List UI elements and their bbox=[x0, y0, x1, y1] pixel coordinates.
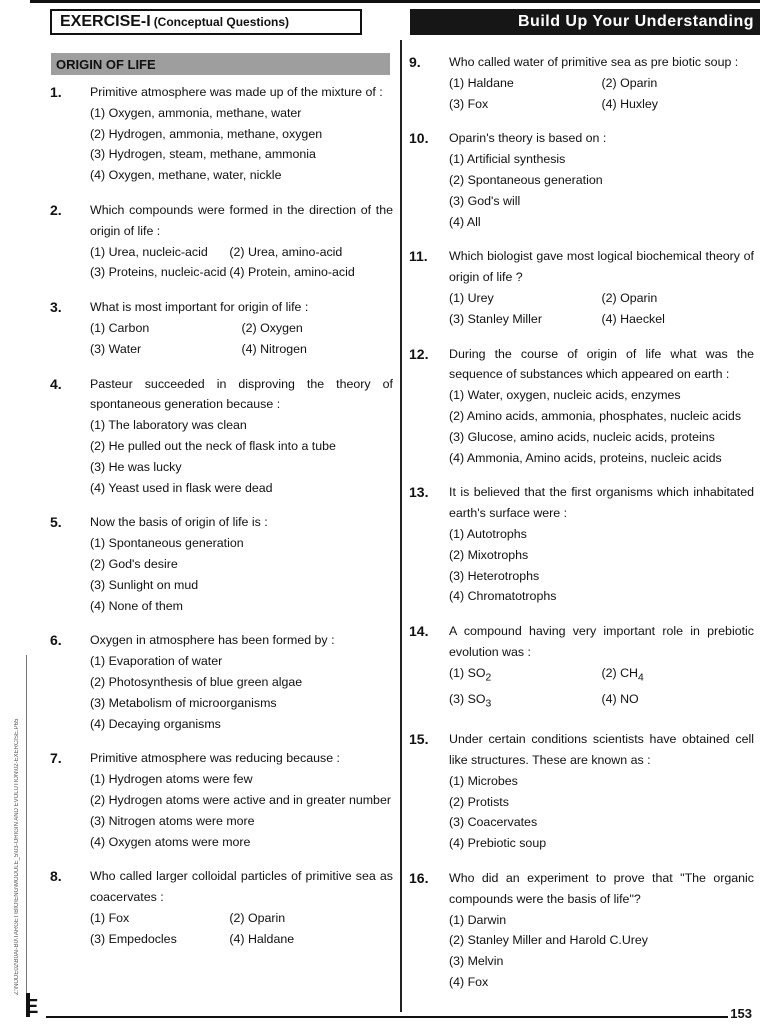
option: (4) Oxygen atoms were more bbox=[90, 834, 251, 849]
option: (3) Proteins, nucleic-acid bbox=[90, 265, 227, 280]
options bbox=[449, 771, 754, 854]
option: (2) Stanley Miller and Harold C.Urey bbox=[449, 933, 649, 948]
option: (1) Haldane bbox=[449, 75, 514, 90]
question-number: 7. bbox=[50, 750, 62, 767]
question-13 bbox=[409, 482, 754, 607]
right-column bbox=[409, 52, 754, 1007]
option: (1) Evaporation of water bbox=[90, 654, 223, 669]
option: (1) Urea, nucleic-acid bbox=[90, 244, 208, 259]
question-11 bbox=[409, 246, 754, 329]
option: (3) Fox bbox=[449, 96, 489, 111]
option-subscript: 3 bbox=[485, 698, 492, 710]
question-8 bbox=[50, 866, 393, 949]
option: (4) Haeckel bbox=[601, 311, 665, 326]
option: (1) Autotrophs bbox=[449, 526, 527, 541]
question-15 bbox=[409, 729, 754, 854]
question-number: 5. bbox=[50, 514, 62, 531]
option-text: (4) NO bbox=[601, 691, 639, 706]
option: (2) God's desire bbox=[90, 556, 178, 571]
option: (2) Oparin bbox=[601, 75, 658, 90]
question-16 bbox=[409, 868, 754, 993]
question-number: 1. bbox=[50, 84, 62, 100]
option: (4) Fox bbox=[449, 975, 489, 990]
question-2 bbox=[50, 200, 393, 283]
question-text: Who called water of primitive sea as pre biotic soup : bbox=[449, 55, 739, 69]
options bbox=[449, 663, 754, 716]
option: (4) Oxygen, methane, water, nickle bbox=[90, 168, 282, 183]
option-subscript: 4 bbox=[637, 672, 644, 684]
margin-rule bbox=[26, 655, 27, 1005]
option: (4) Ammonia, Amino acids, proteins, nucleic acids bbox=[449, 450, 722, 465]
option: (1) Water, oxygen, nucleic acids, enzymes bbox=[449, 388, 681, 403]
question-text: Which biologist gave most logical biochemical theory of origin of life ? bbox=[449, 249, 754, 285]
option: (4) Chromatotrophs bbox=[449, 589, 557, 604]
exercise-subtitle: (Conceptual Questions) bbox=[153, 15, 290, 29]
question-text: Now the basis of origin of life is : bbox=[90, 515, 268, 530]
option: (2) Urea, amino-acid bbox=[229, 244, 343, 259]
option: (2) Protists bbox=[449, 794, 509, 809]
question-9 bbox=[409, 52, 754, 114]
question-number: 3. bbox=[50, 299, 62, 316]
question-number: 11. bbox=[409, 248, 428, 265]
bottom-rule bbox=[46, 1016, 728, 1018]
option: (4) All bbox=[449, 214, 481, 229]
option: (1) Fox bbox=[90, 910, 130, 925]
question-text: During the course of origin of life what was the sequence of substances which appeared on earth : bbox=[449, 346, 754, 382]
options bbox=[449, 524, 754, 607]
question-10 bbox=[409, 128, 754, 232]
option: (4) Prebiotic soup bbox=[449, 836, 547, 851]
options bbox=[90, 533, 393, 616]
question-3 bbox=[50, 297, 393, 359]
question-text: Who did an experiment to prove that "The organic compounds were the basis of life"? bbox=[449, 871, 754, 906]
option: (4) Huxley bbox=[601, 96, 658, 111]
publisher-logo: E bbox=[25, 996, 39, 1018]
option bbox=[602, 689, 755, 715]
option: (3) Sunlight on mud bbox=[90, 577, 199, 592]
option: (3) Glucose, amino acids, nucleic acids, proteins bbox=[449, 429, 715, 444]
question-text: It is believed that the first organisms which inhabitated earth's surface were : bbox=[449, 485, 754, 521]
exercise-header bbox=[50, 9, 362, 35]
option-text: (2) CH bbox=[601, 665, 638, 680]
question-1 bbox=[50, 82, 393, 186]
question-number: 9. bbox=[409, 54, 421, 70]
option: (4) Decaying organisms bbox=[90, 716, 221, 731]
option: (4) Protein, amino-acid bbox=[229, 265, 355, 280]
question-text: Under certain conditions scientists have obtained cell like structures. These are known as : bbox=[449, 732, 754, 768]
option bbox=[449, 663, 602, 689]
question-text: Which compounds were formed in the direction of the origin of life : bbox=[90, 202, 393, 238]
question-text: Oparin's theory is based on : bbox=[449, 131, 607, 146]
left-column bbox=[50, 82, 393, 963]
banner-title: Build Up Your Understanding bbox=[517, 13, 754, 30]
option: (1) Carbon bbox=[90, 320, 150, 335]
options bbox=[90, 651, 393, 734]
question-14 bbox=[409, 621, 754, 715]
question-number: 6. bbox=[50, 632, 62, 649]
option bbox=[449, 689, 602, 715]
option: (4) None of them bbox=[90, 598, 183, 613]
options bbox=[449, 385, 754, 468]
option: (3) Water bbox=[90, 341, 142, 356]
question-number: 2. bbox=[50, 201, 62, 218]
question-text: Primitive atmosphere was made up of the mixture of : bbox=[90, 85, 383, 99]
option: (2) Spontaneous generation bbox=[449, 172, 603, 187]
option-subscript: 2 bbox=[485, 672, 492, 684]
build-up-banner bbox=[410, 9, 760, 35]
question-number: 12. bbox=[409, 345, 429, 362]
question-6 bbox=[50, 630, 393, 734]
options bbox=[449, 149, 754, 232]
option: (2) Amino acids, ammonia, phosphates, nucleic acids bbox=[449, 408, 742, 423]
options bbox=[90, 415, 393, 498]
option: (4) Nitrogen bbox=[241, 341, 307, 356]
options bbox=[90, 318, 393, 360]
section-title: ORIGIN OF LIFE bbox=[56, 56, 156, 72]
question-number: 10. bbox=[409, 130, 429, 147]
option: (3) Metabolism of microorganisms bbox=[90, 695, 277, 710]
options bbox=[449, 910, 754, 993]
option: (2) Oxygen bbox=[241, 320, 303, 335]
option: (1) Urey bbox=[449, 290, 494, 305]
option: (1) Artificial synthesis bbox=[449, 152, 566, 167]
file-path-margin-text: Z:\NODE02\B0AI-B0\TARGET\BIO\ENG\MODULE_5\03-ORIGIN AND EVOLUTION\02-EXERCISE.P65 bbox=[14, 718, 20, 995]
question-number: 13. bbox=[409, 484, 429, 501]
option: (1) The laboratory was clean bbox=[90, 418, 247, 433]
exercise-label: EXERCISE-I bbox=[60, 13, 151, 30]
question-4 bbox=[50, 374, 393, 499]
option: (4) Haldane bbox=[229, 931, 295, 946]
options bbox=[90, 769, 393, 852]
question-text: A compound having very important role in prebiotic evolution was : bbox=[449, 624, 754, 659]
option: (1) Microbes bbox=[449, 773, 518, 788]
option: (1) Spontaneous generation bbox=[90, 536, 244, 551]
option-text: (3) SO bbox=[449, 691, 486, 706]
options bbox=[449, 288, 754, 330]
option: (3) Hydrogen, steam, methane, ammonia bbox=[90, 147, 316, 162]
options bbox=[90, 242, 393, 284]
question-number: 16. bbox=[409, 870, 429, 887]
section-heading bbox=[51, 53, 390, 75]
option: (2) Mixotrophs bbox=[449, 547, 529, 562]
options bbox=[90, 908, 393, 950]
page-number: 153 bbox=[730, 1006, 752, 1021]
option: (2) Hydrogen atoms were active and in greater number bbox=[90, 792, 391, 807]
option bbox=[602, 663, 755, 689]
column-divider bbox=[400, 40, 402, 1012]
question-text: Who called larger colloidal particles of primitive sea as coacervates : bbox=[90, 869, 393, 905]
question-number: 8. bbox=[50, 868, 62, 885]
options bbox=[449, 73, 754, 115]
option: (3) Empedocles bbox=[90, 931, 177, 946]
options bbox=[90, 103, 393, 186]
option: (4) Yeast used in flask were dead bbox=[90, 480, 273, 495]
option: (3) Melvin bbox=[449, 954, 504, 969]
question-text: Oxygen in atmosphere has been formed by : bbox=[90, 633, 335, 648]
option: (3) God's will bbox=[449, 193, 521, 208]
option: (2) Oparin bbox=[229, 910, 286, 925]
option: (3) Nitrogen atoms were more bbox=[90, 813, 255, 828]
option: (1) Darwin bbox=[449, 912, 507, 927]
option: (3) Coacervates bbox=[449, 815, 538, 830]
question-text: Primitive atmosphere was reducing because : bbox=[90, 751, 340, 766]
option: (2) Photosynthesis of blue green algae bbox=[90, 674, 303, 689]
option-text: (1) SO bbox=[449, 665, 486, 680]
question-7 bbox=[50, 748, 393, 852]
option: (3) Stanley Miller bbox=[449, 311, 542, 326]
question-number: 14. bbox=[409, 623, 429, 640]
question-5 bbox=[50, 512, 393, 616]
option: (2) Oparin bbox=[601, 290, 658, 305]
question-12 bbox=[409, 344, 754, 469]
option: (1) Oxygen, ammonia, methane, water bbox=[90, 105, 302, 120]
question-text: What is most important for origin of life : bbox=[90, 300, 309, 315]
top-rule bbox=[30, 0, 760, 3]
option: (2) Hydrogen, ammonia, methane, oxygen bbox=[90, 126, 323, 141]
question-number: 4. bbox=[50, 375, 62, 392]
question-number: 15. bbox=[409, 731, 429, 748]
option: (1) Hydrogen atoms were few bbox=[90, 772, 253, 787]
option: (2) He pulled out the neck of flask into a tube bbox=[90, 438, 336, 453]
option: (3) He was lucky bbox=[90, 459, 182, 474]
question-text: Pasteur succeeded in disproving the theory of spontaneous generation because : bbox=[90, 376, 393, 412]
option: (3) Heterotrophs bbox=[449, 568, 540, 583]
